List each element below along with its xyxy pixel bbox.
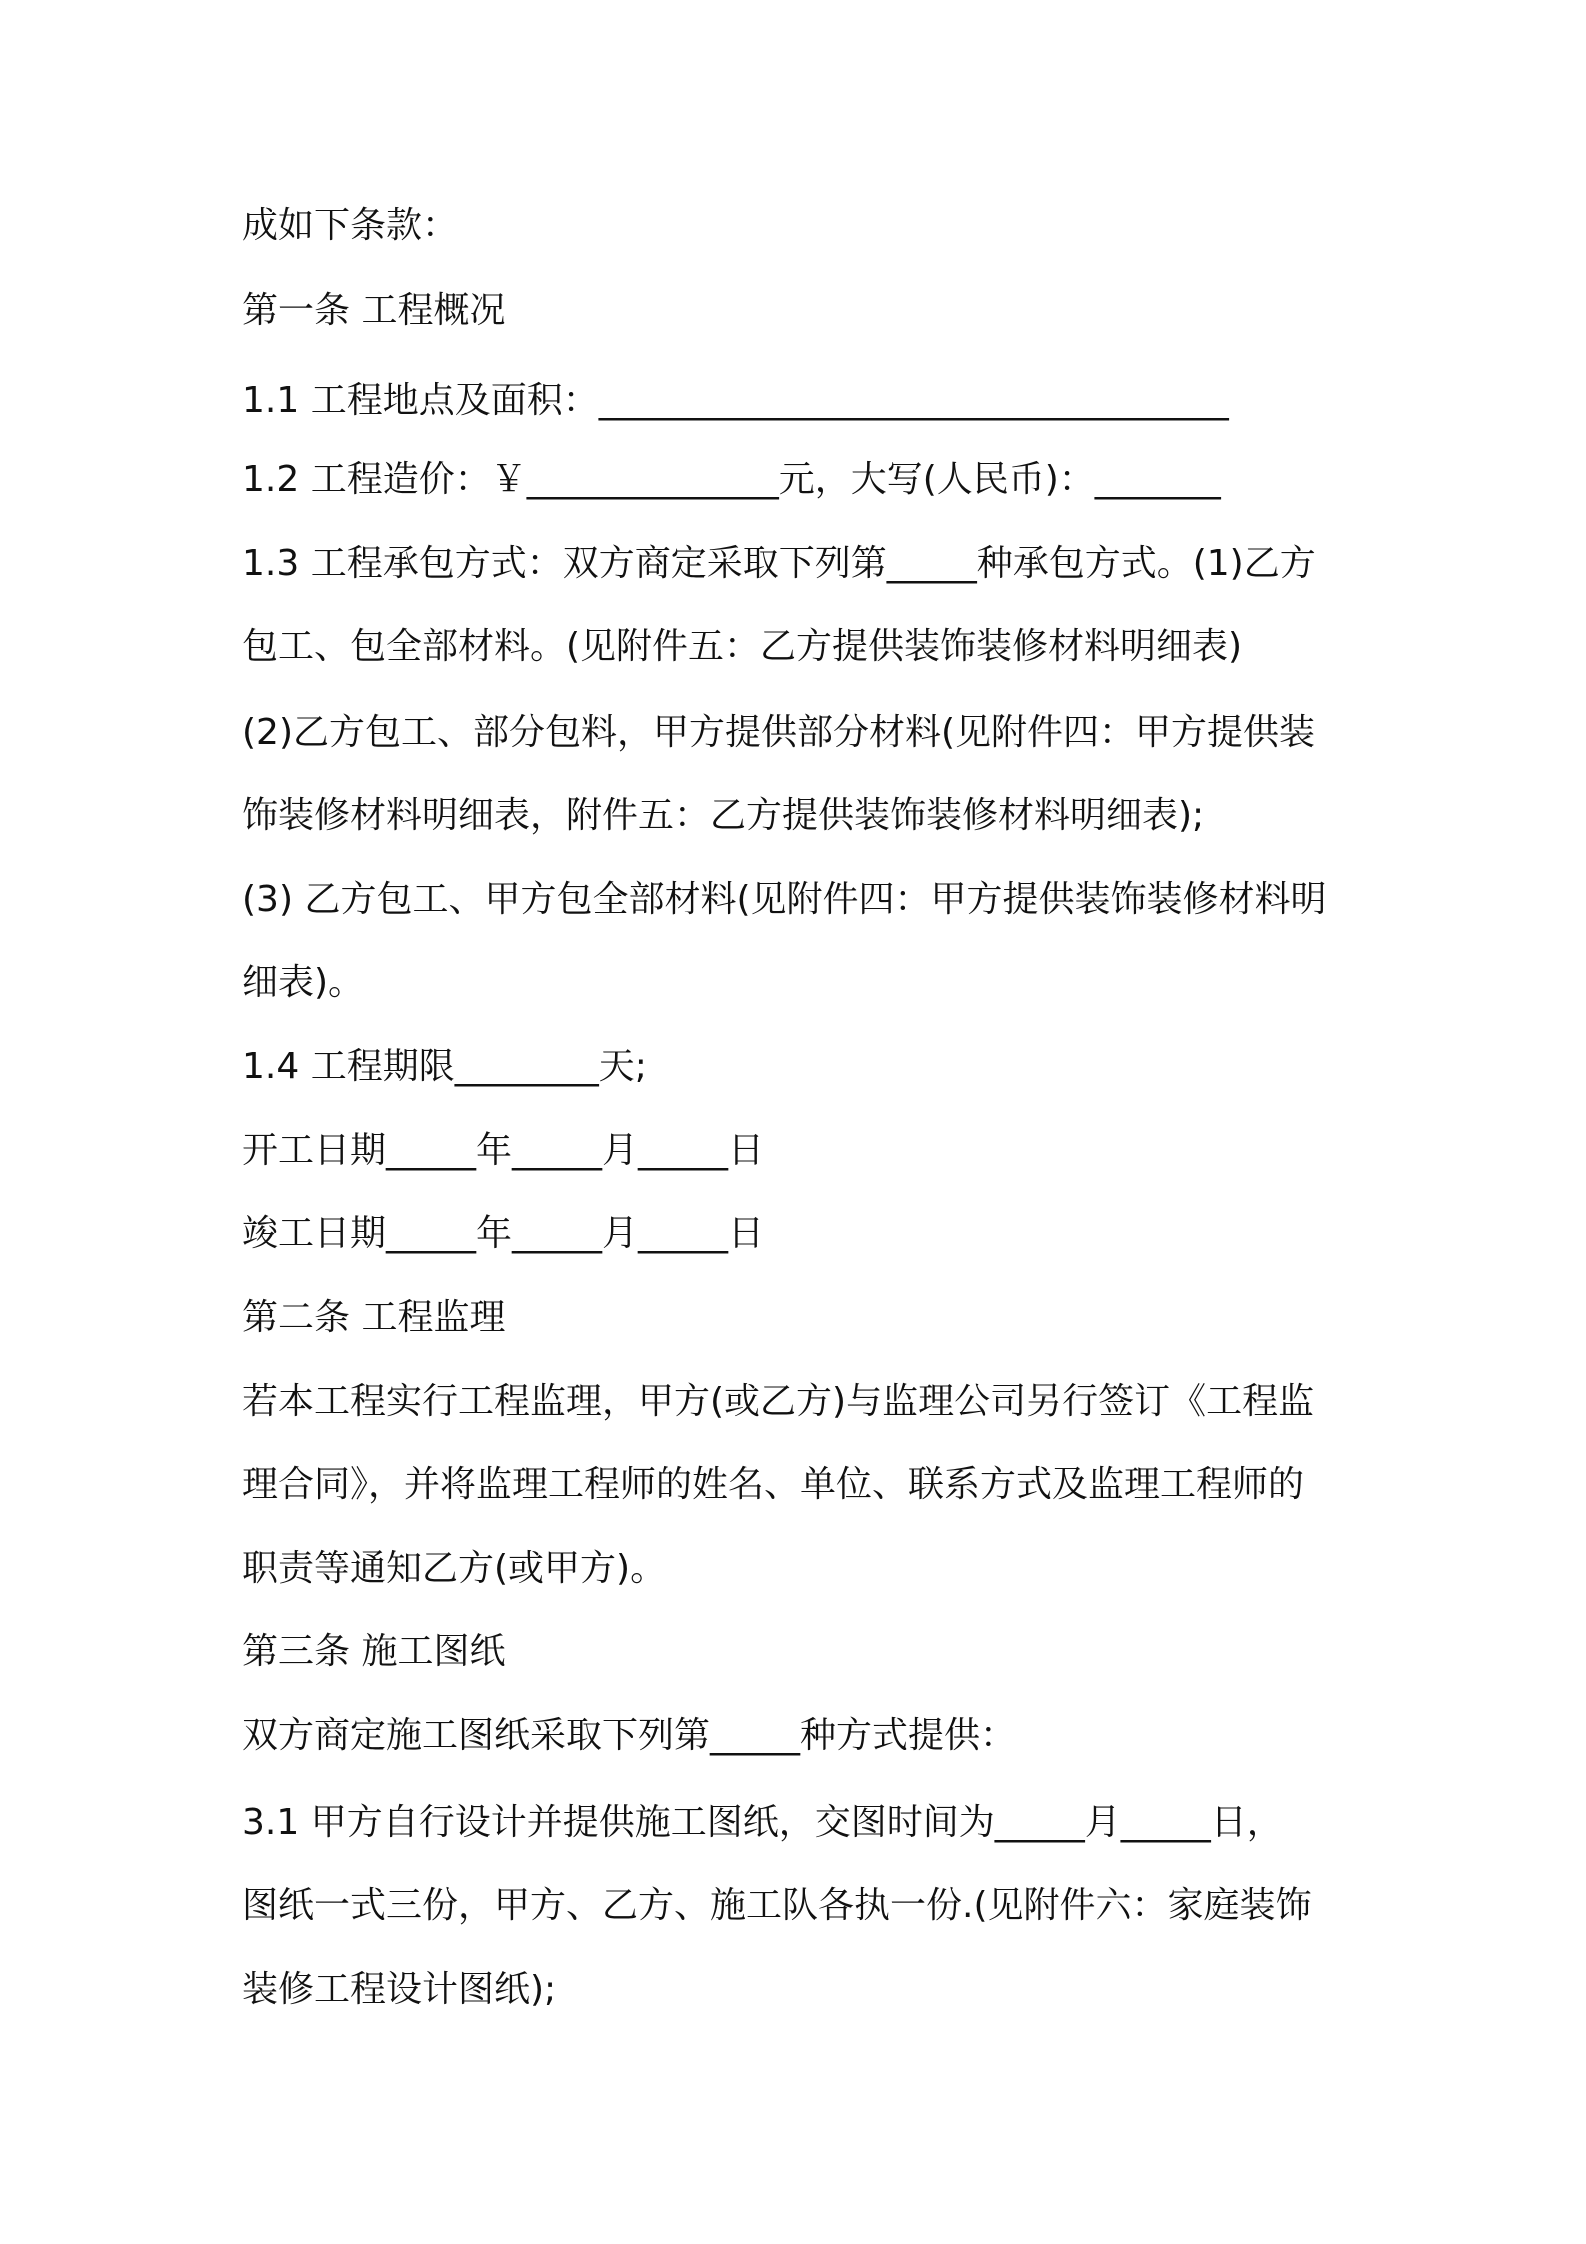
text-line: (2)乙方包工、部分包料，甲方提供部分材料(见附件四：甲方提供装 — [242, 712, 1316, 753]
text-line: 图纸一式三份，甲方、乙方、施工队各执一份.(见附件六：家庭装饰 — [242, 1885, 1312, 1926]
text-line: 竣工日期_____年_____月_____日 — [242, 1213, 765, 1254]
text-line: 双方商定施工图纸采取下列第_____种方式提供： — [242, 1715, 1017, 1756]
text-line: 包工、包全部材料。(见附件五：乙方提供装饰装修材料明细表) — [242, 626, 1243, 667]
text-line: 1.1 工程地点及面积：___________________________________ — [242, 380, 1229, 421]
text-line: 开工日期_____年_____月_____日 — [242, 1130, 765, 1171]
article-heading: 第一条 工程概况 — [242, 290, 506, 331]
text-line: 若本工程实行工程监理，甲方(或乙方)与监理公司另行签订《工程监 — [242, 1381, 1315, 1422]
text-line: 1.4 工程期限________天; — [242, 1046, 647, 1087]
text-line: 理合同》，并将监理工程师的姓名、单位、联系方式及监理工程师的 — [242, 1464, 1305, 1505]
text-line: 3.1 甲方自行设计并提供施工图纸，交图时间为_____月_____日， — [242, 1802, 1283, 1843]
text-line: 细表)。 — [242, 962, 365, 1003]
text-line: (3) 乙方包工、甲方包全部材料(见附件四：甲方提供装饰装修材料明 — [242, 879, 1327, 920]
text-line: 成如下条款： — [242, 205, 459, 246]
text-line: 1.2 工程造价：￥______________元，大写(人民币)：_______ — [242, 459, 1221, 500]
text-line: 装修工程设计图纸); — [242, 1969, 557, 2010]
text-line: 1.3 工程承包方式：双方商定采取下列第_____种承包方式。(1)乙方 — [242, 543, 1316, 584]
text-line: 职责等通知乙方(或甲方)。 — [242, 1548, 667, 1589]
text-line: 饰装修材料明细表，附件五：乙方提供装饰装修材料明细表); — [242, 795, 1205, 836]
article-heading: 第二条 工程监理 — [242, 1297, 506, 1338]
article-heading: 第三条 施工图纸 — [242, 1631, 506, 1672]
